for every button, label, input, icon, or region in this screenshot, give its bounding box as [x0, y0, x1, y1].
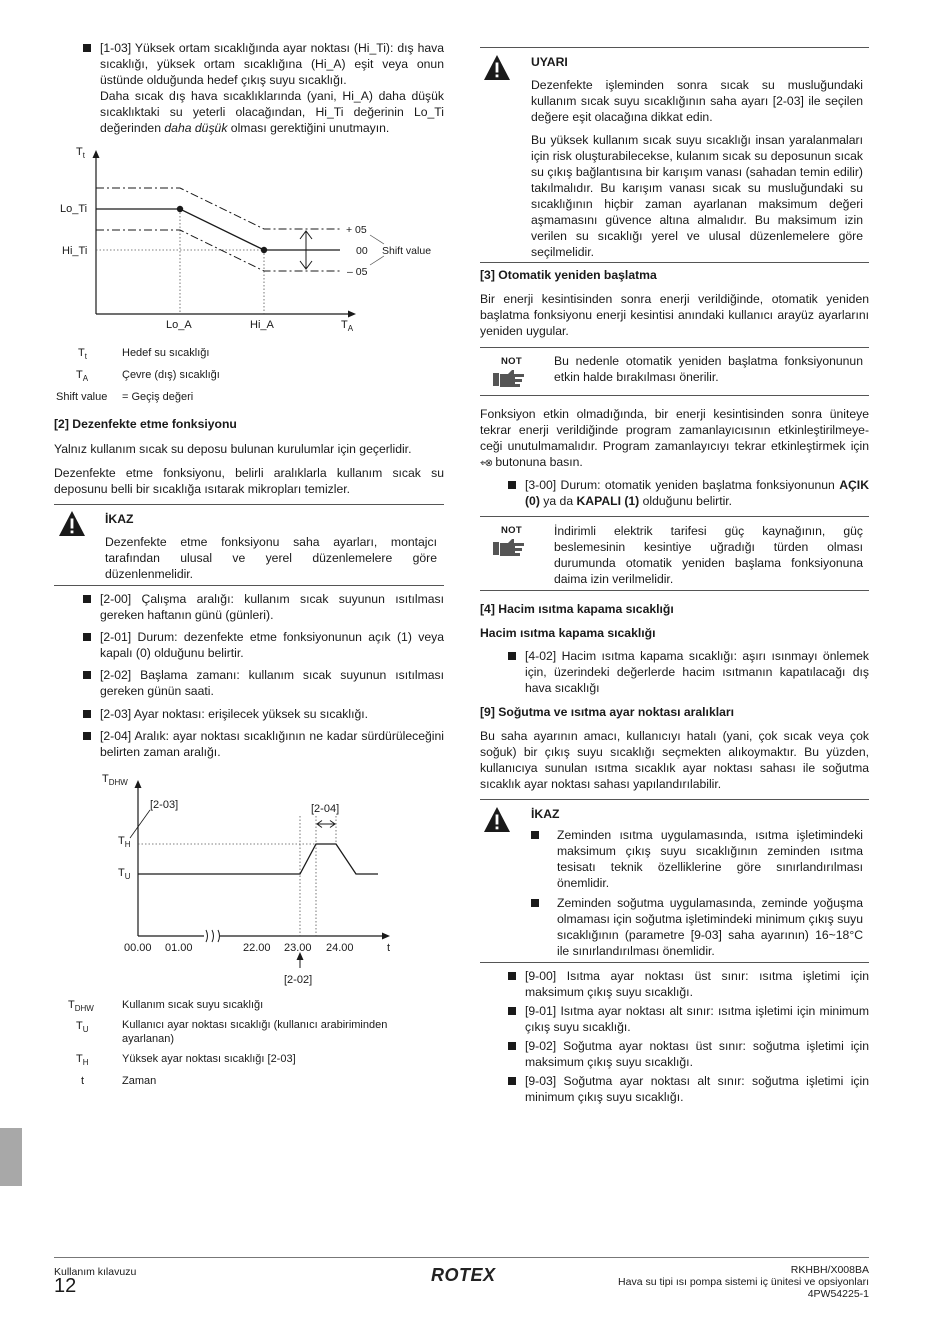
- footer-rule: [54, 1257, 869, 1258]
- time-axis-label: t: [387, 942, 391, 954]
- legend-symbol: t: [81, 1075, 85, 1087]
- note-text: Bu nedenle otomatik yeniden başlatma fonksiyonunun etkin halde bırakılması önerilir.: [554, 354, 863, 384]
- bullet-square-icon: [83, 671, 91, 679]
- warning-triangle-icon: [58, 510, 86, 538]
- bullet-square-icon: [531, 899, 539, 907]
- note-bottom-rule: [480, 590, 869, 591]
- tu-label: $T_U$: [118, 867, 131, 881]
- temperature-curve: [138, 844, 378, 874]
- bullet-9-03: [9-03] Soğutma ayar noktası alt sınır: soğutma işletimi için minimum çıkış suyu sıcaklığı.: [480, 1073, 869, 1105]
- note-bottom-rule: [480, 395, 869, 396]
- bullet-2-00: [2-00] Çalışma aralığı: kullanım sıcak suyunun ısıtılması gereken haftanın günü (günleri).: [54, 591, 444, 623]
- bullet-square-icon: [508, 972, 516, 980]
- hi-ti-label: Hi_Ti: [62, 245, 88, 257]
- warning-bottom-rule: [54, 585, 444, 586]
- warning-top-rule: [480, 799, 869, 800]
- warning-top-rule: [54, 504, 444, 505]
- label-2-02: [2-02]: [284, 974, 313, 986]
- footer-doc-type: Kullanım kılavuzu: [54, 1266, 137, 1278]
- footer-doc-code: 4PW54225-1: [807, 1288, 869, 1300]
- warning-bottom-rule: [480, 262, 869, 263]
- legend-symbol: $T_A$: [76, 369, 89, 384]
- tick-22-00: 22.00: [243, 942, 271, 954]
- bullet-9-01: [9-01] Isıtma ayar noktası alt sınır: ısıtma işletimi için minimum çıkış suyu sıcaklığı.: [480, 1003, 869, 1035]
- legend-text: Yüksek ayar noktası sıcaklığı [2-03]: [122, 1053, 296, 1065]
- warning-title: UYARI: [531, 55, 568, 69]
- warning-title: İKAZ: [531, 807, 560, 821]
- bullet-3-00: [3-00] Durum: otomatik yeniden başlatma fonksiyonunun AÇIK (0) ya da KAPALI (1) olduğunu belirtir.: [480, 477, 869, 509]
- tdhw-axis-label: $T_{DHW}$: [102, 773, 128, 787]
- x-axis-arrow-icon: [348, 311, 356, 318]
- legend-text: Hedef su sıcaklığı: [122, 347, 210, 359]
- warning-bottom-rule: [480, 962, 869, 963]
- legend-text: Kullanıcı ayar noktası sıcaklığı (kullanıcı arabiriminden ayarlanan): [122, 1019, 388, 1045]
- bullet-square-icon: [83, 732, 91, 740]
- bullet-square-icon: [83, 710, 91, 718]
- warning-text-1: Dezenfekte işleminden sonra sıcak su musluğundaki kullanım sıcak suyu sıcaklığının saha ayarı [2-03] ile seçilen değere eşit olacağına dikkat edin.: [531, 78, 863, 124]
- pointing-hand-icon: [492, 368, 526, 388]
- lo-point: [177, 206, 183, 212]
- section-2-description: Dezenfekte etme fonksiyonu, belirli aralıklarla kullanım sıcak su deposunu belli bir sıcaklığa ısıtarak mikropları temizler.: [54, 466, 444, 496]
- warning-text-2: Bu yüksek kullanım sıcak suyu sıcaklığı insan yaralanmaları için risk oluşturabilecekse, kulanım sıcak su deposunun sıcak su çıkış bağlantısına bir karışım vanası (sahadan temin edilir) takılmalıdır. Bu karışım vanası sıcak su musluğundaki su sıcaklığının hiçbir zaman ayarlanan maksimum değeri aşmamasını güvence altına almalıdır. Bu maksimum izin verilen su sıcaklığı yerel ve ulusal düzenlemelere göre seçilmelidir.: [531, 133, 863, 259]
- bullet-square-icon: [83, 633, 91, 641]
- hi-point: [261, 247, 267, 253]
- tick-24-00: 24.00: [326, 942, 354, 954]
- shift-leader-top: [370, 235, 384, 244]
- tick-23-00: 23.00: [284, 942, 312, 954]
- section-9-intro: Bu saha ayarının amacı, kullanıcıyı hatalı (yani, çok sıcak veya çok soğuk) bir çıkış suyu sıcaklığı seçmekten alıkoymaktır. Bu yüzden, kullanıcıya sunulan ısıtma sıcaklık ayar noktası sahası ile soğutma sıcaklık ayar noktası sahası yapılandırılabilir.: [480, 729, 869, 791]
- section-3-intro: Bir enerji kesintisinden sonra enerji verildiğinde, otomatik yeniden başlatma fonksiyonu enerji kesintisi anındaki kullanıcı arayüz ayarlarını yeniden uygular.: [480, 292, 869, 338]
- chapter-side-tab: [0, 1128, 22, 1186]
- bullet-2-02: [2-02] Başlama zamanı: kullanım sıcak suyunun ısıtılması gereken günün saati.: [54, 667, 444, 699]
- section-3-paragraph: Fonksiyon etkin olmadığında, bir enerji kesintisinden sonra üniteye tekrar enerji verildiğinde program zamanlayıcısının etkinleştirilmeye-ceği unutulmamalıdır. Program zamanlayıcıyı tekrar etkinleştirmek için ⌖⊗ butonuna basın.: [480, 407, 869, 469]
- legend-text: Kullanım sıcak suyu sıcaklığı: [122, 999, 264, 1011]
- label-2-03: [2-03]: [150, 799, 179, 811]
- legend-symbol: Shift value: [56, 391, 108, 403]
- note-label: NOT: [501, 525, 522, 536]
- rotex-logo: ROTEX: [431, 1265, 496, 1285]
- bullet-square-icon: [531, 831, 539, 839]
- tick-01-00: 01.00: [165, 942, 193, 954]
- section-3-heading: [3] Otomatik yeniden başlatma: [480, 268, 657, 282]
- section-2-heading: [2] Dezenfekte etme fonksiyonu: [54, 417, 237, 431]
- section-4-heading: [4] Hacim ısıtma kapama sıcaklığı: [480, 602, 674, 616]
- note-text: İndirimli elektrik tarifesi güç kaynağının, güç beslemesinin kesintiye uğradığı türden olması durumunda otomatik yeniden başlama fonksiyonuna daima izin verilmelidir.: [554, 524, 863, 586]
- legend-text: Çevre (dış) sıcaklığı: [122, 369, 220, 381]
- legend-symbol: $T_U$: [76, 1020, 89, 1035]
- bullet-square-icon: [508, 1077, 516, 1085]
- y-axis-arrow-icon: [135, 780, 142, 788]
- footer-model: RKHBH/X008BA: [790, 1264, 869, 1276]
- offset-zero-label: 00: [356, 245, 368, 257]
- bullet-2-04: [2-04] Aralık: ayar noktası sıcaklığının ne kadar sürdürüleceğini belirten zaman aralığı.: [54, 728, 444, 760]
- offset-plus-label: + 05: [346, 224, 367, 236]
- bullet-square-icon: [508, 1007, 516, 1015]
- pointing-hand-icon: [492, 537, 526, 557]
- x-axis-label: $T_A$: [341, 319, 354, 333]
- legend-text: = Geçiş değeri: [122, 391, 194, 403]
- warning-text: Dezenfekte etme fonksiyonu saha ayarları, montajcı tarafından ulusal ve yerel düzenlemelere göre düzenlenmelidir.: [105, 535, 437, 581]
- disinfection-timing-diagram: [54, 770, 444, 988]
- shift-leader-bottom: [370, 256, 384, 265]
- warning-item-1: Zeminden ısıtma uygulamasında, ısıtma işletimindeki maksimum çıkış suyu sıcaklığının zeminden ısıtma tesisatı teknik özelliklerine göre sınırlandırılması önemlidir.: [531, 827, 863, 891]
- bullet-1-03: [54, 40, 444, 136]
- setpoint-leader: [130, 810, 150, 838]
- legend-symbol: $T_{DHW}$: [68, 999, 94, 1014]
- note-top-rule: [480, 516, 869, 517]
- legend-symbol: $T_H$: [76, 1053, 89, 1068]
- label-2-04: [2-04]: [311, 803, 340, 815]
- bullet-2-01: [2-01] Durum: dezenfekte etme fonksiyonunun açık (1) veya kapalı (0) olduğunu belirtir.: [54, 629, 444, 661]
- clock-timer-icon: ⌖⊗: [480, 458, 493, 469]
- warning-top-rule: [480, 47, 869, 48]
- legend-text: Zaman: [122, 1075, 157, 1087]
- x-axis-arrow-icon: [382, 933, 390, 940]
- legend-symbol: $T_t$: [78, 347, 87, 362]
- tick-00-00: 00.00: [124, 942, 152, 954]
- bullet-4-02: [4-02] Hacim ısıtma kapama sıcaklığı: aşırı ısınmayı önlemek için, üzerindeki değerlerde hacim ısıtmanın kapatılacağı dış hava sıcaklığı: [480, 648, 869, 696]
- hi-a-label: Hi_A: [250, 319, 274, 331]
- warning-title: İKAZ: [105, 512, 134, 526]
- warning-triangle-icon: [483, 54, 511, 82]
- axis-break-icon: [206, 930, 208, 942]
- note-top-rule: [480, 347, 869, 348]
- bullet-1-03-note: Daha sıcak dış hava sıcaklıklarında (yani, Hi_A) daha düşük sıcaklıktaki su yeterli olacağından, Hi_Ti değerinin Lo_Ti değerinden daha düşük olması gerektiğini unutmayın.: [100, 89, 444, 135]
- footer-description: Hava su tipi ısı pompa sistemi iç ünitesi ve opsiyonları: [618, 1276, 869, 1288]
- bullet-9-00: [9-00] Isıtma ayar noktası üst sınır: ısıtma işletimi için maksimum çıkış suyu sıcaklığı.: [480, 968, 869, 1000]
- bullet-square-icon: [508, 652, 516, 660]
- lo-ti-label: Lo_Ti: [60, 203, 88, 215]
- warning-item-2: Zeminden soğutma uygulamasında, zeminde yoğuşma olmaması için soğutma işletimindeki minimum çıkış suyu sıcaklığının (parametre [9-03] saha ayarının) 16~18°C ile sınırlandırılması önemlidir.: [531, 895, 863, 959]
- bullet-1-03-text: [1-03] Yüksek ortam sıcaklığında ayar noktası (Hi_Ti): dış hava sıcaklığı, yüksek ortam sıcaklığına (Hi_A) eşit veya onun üstünde olduğunda hedef çıkış suyu sıcaklığı.: [100, 41, 444, 87]
- th-label: $T_H$: [118, 835, 131, 849]
- bullet-square-icon: [83, 595, 91, 603]
- section-9-heading: [9] Soğutma ve ısıtma ayar noktası aralıkları: [480, 705, 735, 719]
- bullet-square-icon: [83, 44, 91, 52]
- y-axis-arrow-icon: [93, 150, 100, 158]
- bullet-2-03: [2-03] Ayar noktası: erişilecek yüksek su sıcaklığı.: [54, 706, 444, 722]
- shift-value-label: Shift value: [382, 245, 432, 257]
- y-axis-label: $T_t$: [76, 146, 85, 160]
- bullet-9-02: [9-02] Soğutma ayar noktası üst sınır: soğutma işletimi için maksimum çıkış suyu sıcaklığı.: [480, 1038, 869, 1070]
- bullet-square-icon: [508, 481, 516, 489]
- section-4-subheading: Hacim ısıtma kapama sıcaklığı: [480, 626, 656, 640]
- warning-triangle-icon: [483, 806, 511, 834]
- offset-minus-label: – 05: [347, 266, 368, 278]
- shift-value-diagram: [54, 146, 444, 336]
- page-number: 12: [54, 1275, 77, 1297]
- bullet-square-icon: [508, 1042, 516, 1050]
- lo-a-label: Lo_A: [166, 319, 192, 331]
- note-label: NOT: [501, 356, 522, 367]
- section-2-intro: Yalnız kullanım sıcak su deposu bulunan kurulumlar için geçerlidir.: [54, 442, 412, 456]
